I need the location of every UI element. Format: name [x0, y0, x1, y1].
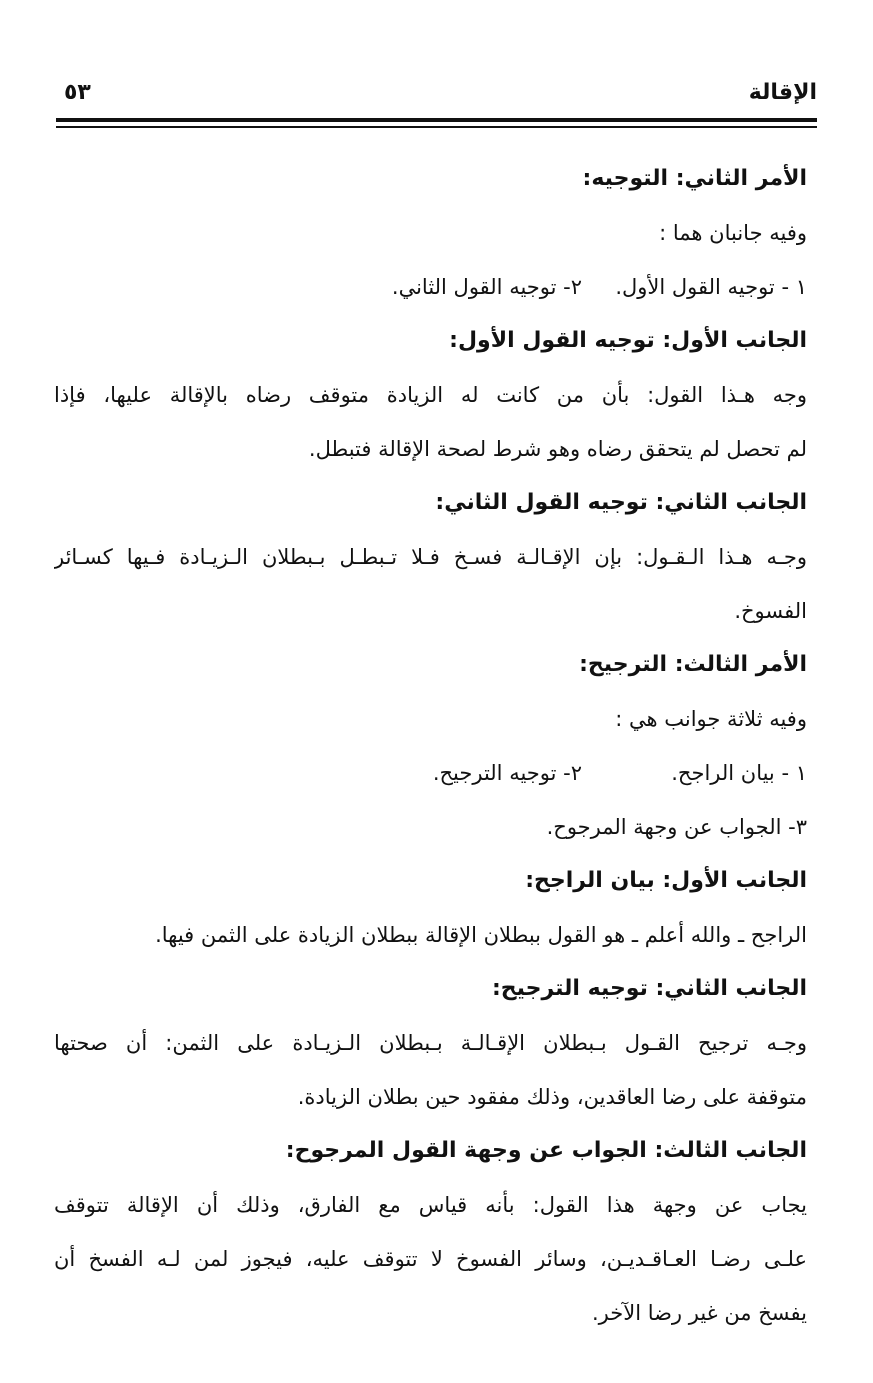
paragraph-line: وفيه جانبان هما :	[659, 221, 807, 245]
chapter-title: الإقالة	[748, 80, 817, 105]
paragraph-line: لم تحصل لم يتحقق رضاه وهو شرط لصحة الإقالة فتبطل.	[308, 437, 807, 461]
paragraph-line: وجـه هـذا الـقـول: بإن الإقـالـة فسـخ فـلا تـبطـل بـبطلان الـزيـادة فـيها كسـائر	[54, 545, 807, 569]
header-rule-thick	[56, 118, 817, 122]
paragraph-line: متوقفة على رضا العاقدين، وذلك مفقود حين بطلان الزيادة.	[297, 1085, 807, 1109]
header-rule-thin	[56, 126, 817, 128]
running-header	[56, 80, 817, 114]
subsection-heading: الجانب الثالث: الجواب عن وجهة القول المرجوح:	[285, 1138, 807, 1163]
subsection-heading: الجانب الأول: بيان الراجح:	[525, 868, 807, 893]
section-heading: الأمر الثالث: الترجيح:	[579, 652, 807, 677]
list-row	[54, 260, 807, 314]
paragraph-line: وفيه ثلاثة جوانب هي :	[615, 707, 807, 731]
subsection-heading: الجانب الثاني: توجيه القول الثاني:	[435, 490, 807, 515]
page-number: ٥٣	[64, 80, 91, 105]
paragraph-line: يفسخ من غير رضا الآخر.	[591, 1301, 807, 1325]
paragraph-line: وجه هـذا القول: بأن من كانت له الزيادة متوقف رضاه بالإقالة عليها، فإذا	[54, 383, 807, 407]
list-item: ٢- توجيه الترجيح.	[432, 761, 582, 785]
list-row	[54, 746, 807, 800]
paragraph-line: وجـه ترجيح القـول بـبطلان الإقـالـة بـبطلان الـزيـادة على الثمن: أن صحتها	[54, 1031, 807, 1055]
paragraph-line: علـى رضـا العـاقـديـن، وسائر الفسوخ لا تتوقف عليه، فيجوز لمن لـه الفسخ أن	[54, 1247, 807, 1271]
body-text	[54, 152, 807, 1340]
list-item: ٢- توجيه القول الثاني.	[391, 275, 582, 299]
list-item: ١ - بيان الراجح.	[671, 761, 807, 785]
paragraph-line: الفسوخ.	[734, 599, 807, 623]
list-item: ٣- الجواب عن وجهة المرجوح.	[546, 815, 807, 839]
subsection-heading: الجانب الأول: توجيه القول الأول:	[449, 328, 807, 353]
paragraph-line: الراجح ـ والله أعلم ـ هو القول ببطلان الإقالة ببطلان الزيادة على الثمن فيها.	[155, 923, 807, 947]
list-item: ١ - توجيه القول الأول.	[615, 275, 807, 299]
subsection-heading: الجانب الثاني: توجيه الترجيح:	[492, 976, 807, 1001]
paragraph-line: يجاب عن وجهة هذا القول: بأنه قياس مع الفارق، وذلك أن الإقالة تتوقف	[54, 1193, 807, 1217]
section-heading: الأمر الثاني: التوجيه:	[582, 166, 807, 191]
